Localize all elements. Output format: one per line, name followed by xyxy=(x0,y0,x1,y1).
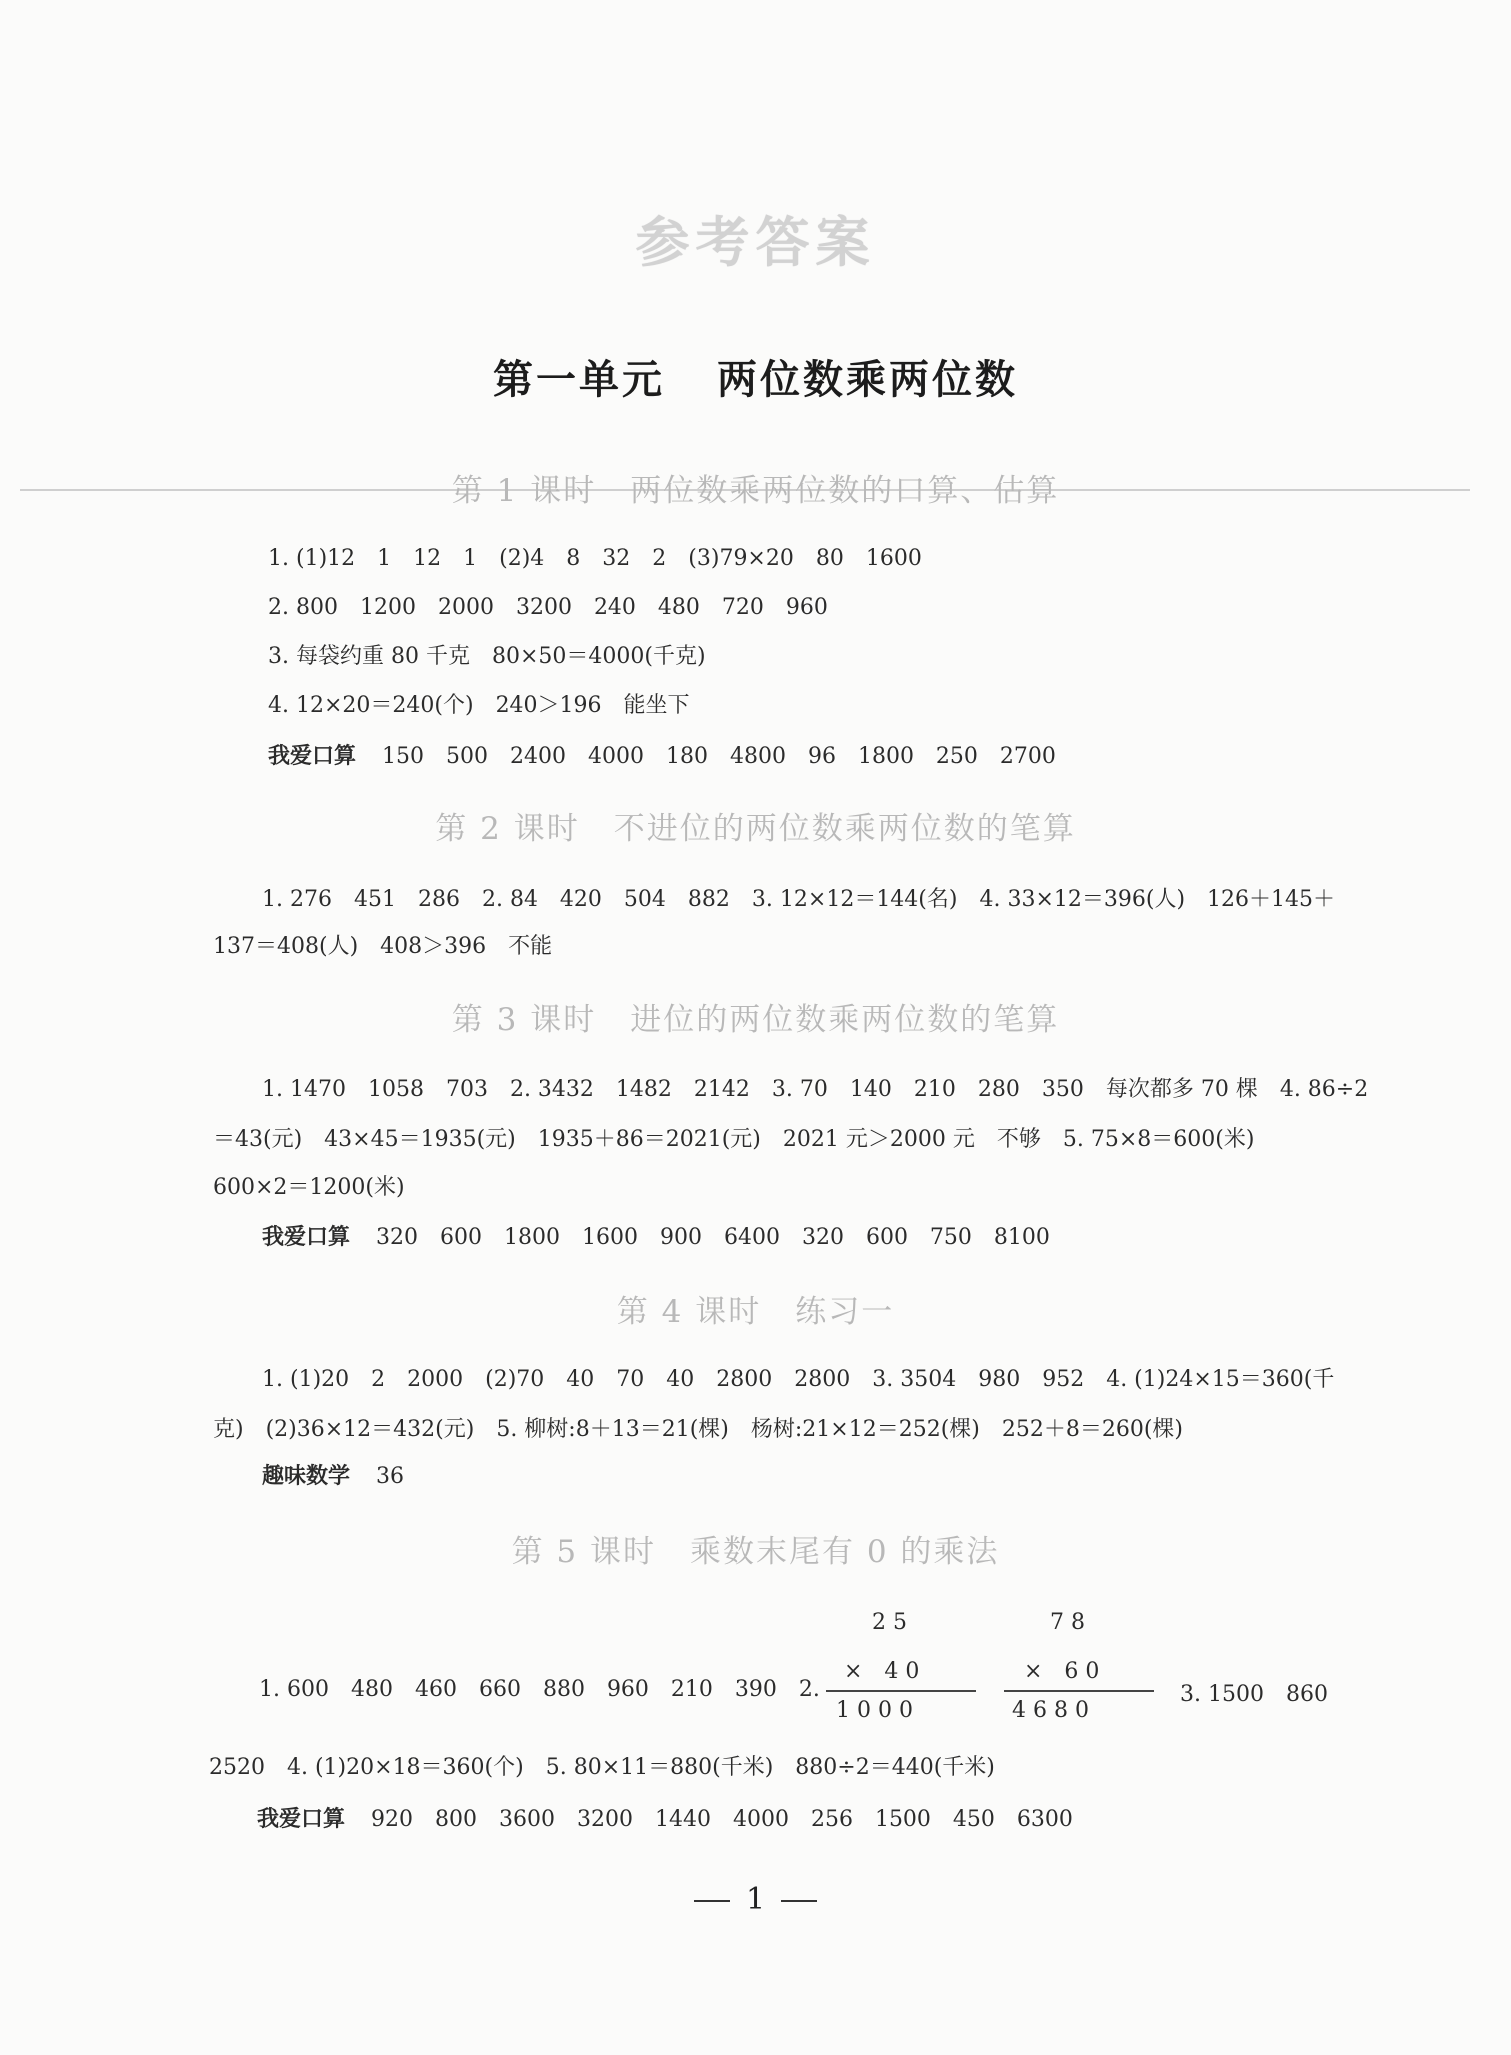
page-title: 参考答案 xyxy=(635,210,876,274)
lesson-2-title: 第 2 课时 xyxy=(435,811,580,847)
lesson-3-topic: 进位的两位数乘两位数的笔算 xyxy=(630,1002,1060,1038)
lesson-3-heading xyxy=(0,994,1511,1039)
oral-answers: 150 500 2400 4000 180 4800 96 1800 250 2700 xyxy=(382,744,1056,769)
unit-title xyxy=(0,348,1511,405)
l5-oral-row xyxy=(257,1802,1073,1833)
l1-answer-4: 4. 12×20＝240(个) 240＞196 能坐下 xyxy=(268,693,690,718)
calc-2-line xyxy=(1004,1690,1154,1692)
lesson-1-title: 第 1 课时 xyxy=(451,473,597,509)
lesson-4-heading xyxy=(0,1286,1511,1331)
oral-label: 我爱口算 xyxy=(257,1806,346,1832)
l1-answer-3: 3. 每袋约重 80 千克 80×50＝4000(千克) xyxy=(268,644,706,669)
l2-line-2: 137＝408(人) 408＞396 不能 xyxy=(213,934,553,959)
lesson-2-topic: 不进位的两位数乘两位数的笔算 xyxy=(613,811,1076,847)
page-number-value: 1 xyxy=(745,1882,766,1917)
oral-label: 我爱口算 xyxy=(268,743,357,769)
l1-answer-1: 1. (1)12 1 12 1 (2)4 8 32 2 (3)79×20 80 1600 xyxy=(268,546,922,571)
calc-2-top: 7 8 xyxy=(1050,1610,1085,1635)
lesson-5-heading xyxy=(0,1526,1511,1571)
unit-topic: 两位数乘两位数 xyxy=(717,356,1018,403)
oral-label: 我爱口算 xyxy=(262,1224,351,1250)
oral-answers: 320 600 1800 1600 900 6400 320 600 750 8100 xyxy=(376,1225,1050,1250)
calc-2-result: 4 6 8 0 xyxy=(1012,1698,1089,1723)
lesson-4-topic: 练习一 xyxy=(795,1294,895,1330)
calc-1-line xyxy=(826,1690,976,1692)
page-number xyxy=(0,1882,1511,1917)
page-dash-left xyxy=(694,1900,730,1902)
l5-line-1b: 3. 1500 860 xyxy=(1180,1682,1328,1707)
l4-line-2: 克) (2)36×12＝432(元) 5. 柳树:8＋13＝21(棵) 杨树:21×12＝252(棵) 252＋8＝260(棵) xyxy=(213,1417,1184,1442)
l1-answer-2: 2. 800 1200 2000 3200 240 480 720 960 xyxy=(268,595,828,620)
calc-1-mult: × 4 0 xyxy=(844,1659,920,1684)
oral-answers: 920 800 3600 3200 1440 4000 256 1500 450 6300 xyxy=(371,1807,1073,1832)
fun-math-label: 趣味数学 xyxy=(262,1463,351,1489)
l5-line-2: 2520 4. (1)20×18＝360(个) 5. 80×11＝880(千米) 880÷2＝440(千米) xyxy=(209,1755,995,1780)
l3-oral-row xyxy=(262,1220,1050,1251)
lesson-5-title: 第 5 课时 xyxy=(511,1534,656,1570)
fun-math-answer: 36 xyxy=(376,1464,405,1489)
calc-1-result: 1 0 0 0 xyxy=(836,1698,913,1723)
l3-line-1: 1. 1470 1058 703 2. 3432 1482 2142 3. 70 140 210 280 350 每次都多 70 棵 4. 86÷2 xyxy=(262,1077,1369,1102)
lesson-1-heading xyxy=(0,465,1511,510)
l3-line-3: 600×2＝1200(米) xyxy=(213,1175,405,1200)
page-dash-right xyxy=(781,1900,817,1902)
lesson-4-title: 第 4 课时 xyxy=(616,1294,762,1330)
calc-1-top: 2 5 xyxy=(872,1610,907,1635)
l3-line-2: ＝43(元) 43×45＝1935(元) 1935＋86＝2021(元) 2021 元＞2000 元 不够 5. 75×8＝600(米) xyxy=(213,1127,1255,1152)
l4-line-1: 1. (1)20 2 2000 (2)70 40 70 40 2800 2800 3. 3504 980 952 4. (1)24×15＝360(千 xyxy=(262,1367,1335,1392)
lesson-1-topic: 两位数乘两位数的口算、估算 xyxy=(630,473,1060,509)
unit-name: 第一单元 xyxy=(493,356,665,403)
l5-line-1a: 1. 600 480 460 660 880 960 210 390 2. xyxy=(259,1677,820,1702)
l4-fun-row xyxy=(262,1459,404,1490)
l2-line-1: 1. 276 451 286 2. 84 420 504 882 3. 12×12＝144(名) 4. 33×12＝396(人) 126＋145＋ xyxy=(262,887,1336,912)
l1-oral-row xyxy=(268,739,1056,770)
lesson-2-heading xyxy=(0,803,1511,848)
lesson-5-topic: 乘数末尾有 0 的乘法 xyxy=(690,1534,1000,1570)
calc-2-mult: × 6 0 xyxy=(1024,1659,1100,1684)
lesson-3-title: 第 3 课时 xyxy=(451,1002,597,1038)
